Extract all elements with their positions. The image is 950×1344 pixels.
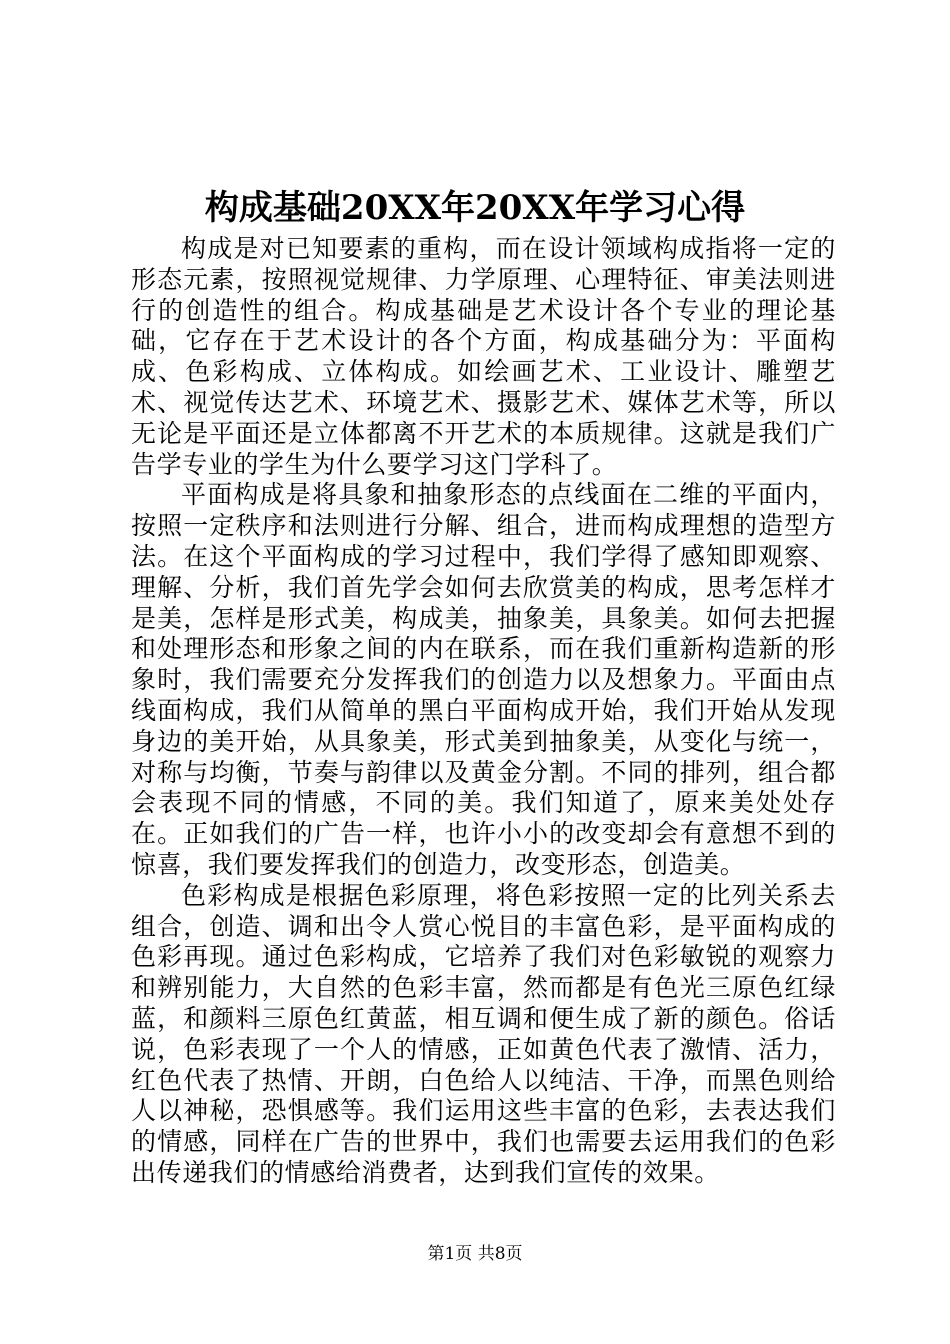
paragraph-1: 构成是对已知要素的重构，而在设计领域构成指将一定的形态元素，按照视觉规律、力学原理、心理特征、审美法则进行的创造性的组合。构成基础是艺术设计各个专业的理论基础，它存在于艺术设计的各个方面，构成基础分为：平面构成、色彩构成、立体构成。如绘画艺术、工业设计、雕塑艺术、视觉传达艺术、环境艺术、摄影艺术、媒体艺术等，所以无论是平面还是立体都离不开艺术的本质规律。这就是我们广告学专业的学生为什么要学习这门学科了。 bbox=[131, 234, 836, 479]
document-title: 构成基础20XX年20XX年学习心得 bbox=[204, 188, 746, 228]
paragraph-2: 平面构成是将具象和抽象形态的点线面在二维的平面内，按照一定秩序和法则进行分解、组合，进而构成理想的造型方法。在这个平面构成的学习过程中，我们学得了感知即观察、理解、分析，我们首先学会如何去欣赏美的构成，思考怎样才是美，怎样是形式美，构成美，抽象美，具象美。如何去把握和处理形态和形象之间的内在联系，而在我们重新构造新的形象时，我们需要充分发挥我们的创造力以及想象力。平面由点线面构成，我们从简单的黑白平面构成开始，我们开始从发现身边的美开始，从具象美，形式美到抽象美，从变化与统一，对称与均衡，节奏与韵律以及黄金分割。不同的排列，组合都会表现不同的情感，不同的美。我们知道了，原来美处处存在。正如我们的广告一样，也许小小的改变却会有意想不到的惊喜，我们要发挥我们的创造力，改变形态，创造美。 bbox=[131, 480, 836, 879]
document-body bbox=[131, 234, 836, 1189]
paragraph-3: 色彩构成是根据色彩原理，将色彩按照一定的比列关系去组合，创造、调和出令人赏心悦目的丰富色彩，是平面构成的色彩再现。通过色彩构成，它培养了我们对色彩敏锐的观察力和辨别能力，大自然的色彩丰富，然而都是有色光三原色红绿蓝，和颜料三原色红黄蓝，相互调和便生成了新的颜色。俗话说，色彩表现了一个人的情感，正如黄色代表了激情、活力，红色代表了热情、开朗，白色给人以纯洁、干净，而黑色则给人以神秘，恐惧感等。我们运用这些丰富的色彩，去表达我们的情感，同样在广告的世界中，我们也需要去运用我们的色彩出传递我们的情感给消费者，达到我们宣传的效果。 bbox=[131, 880, 836, 1187]
page-number-footer: 第1页 共8页 bbox=[427, 1244, 523, 1264]
